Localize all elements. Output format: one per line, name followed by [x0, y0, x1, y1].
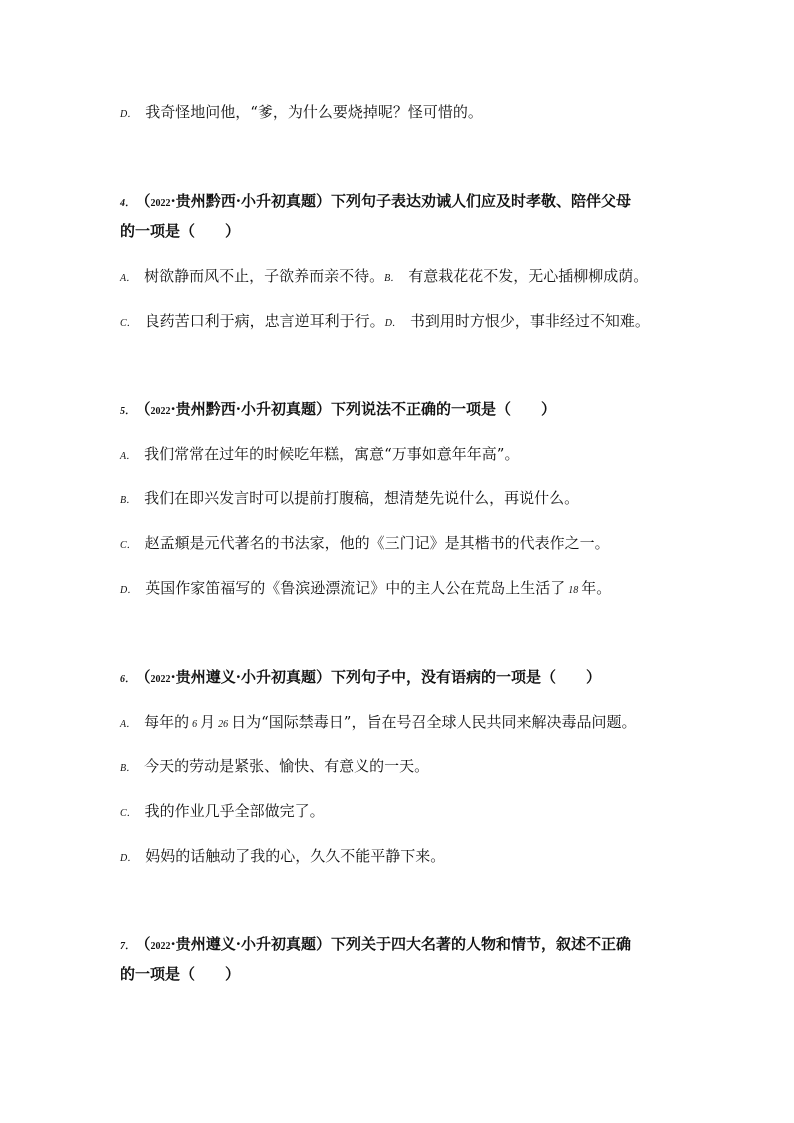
question-4-stem-line1 — [120, 191, 690, 214]
option-text: 我奇怪地问他，“爹，为什么要烧掉呢？怪可惜的。 — [145, 103, 483, 121]
option-b-text: 有意栽花花不发，无心插柳柳成荫。 — [408, 267, 649, 285]
question-number: 4． — [120, 198, 135, 209]
question-number: 6． — [120, 674, 135, 685]
option-a-text: 每年的 — [144, 713, 190, 731]
question-text: 下列句子中，没有语病的一项是（ ） — [330, 668, 601, 686]
option-d-number: 18 — [568, 585, 579, 596]
option-d-prev — [120, 102, 690, 125]
question-5-option-c — [120, 533, 690, 556]
option-d-text: 书到用时方恨少，事非经过不知难。 — [409, 312, 650, 330]
question-5-stem — [120, 399, 690, 422]
option-d-text: 妈妈的话触动了我的心，久久不能平静下来。 — [145, 847, 446, 865]
option-label: D． — [120, 109, 138, 120]
option-a-text: 我们常常在过年的时候吃年糕，寓意“万事如意年年高”。 — [144, 445, 520, 463]
option-c-label: C． — [120, 318, 137, 329]
option-a-day: 26 — [218, 719, 229, 730]
option-d-label: D． — [120, 585, 138, 596]
option-d-label: D． — [120, 853, 138, 864]
question-6-option-d — [120, 846, 690, 869]
source-year: 2022 — [150, 198, 171, 209]
option-d-label: D． — [384, 318, 402, 329]
question-number: 5． — [120, 406, 135, 417]
question-text: 下列说法不正确的一项是（ ） — [330, 400, 556, 418]
question-text: 下列关于四大名著的人物和情节，叙述不正确 — [330, 935, 631, 953]
source-tag: ·贵州遵义·小升初真题） — [170, 935, 331, 953]
source-tag: ·贵州黔西·小升初真题） — [170, 400, 331, 418]
source-year: 2022 — [150, 406, 171, 417]
option-d-text: 英国作家笛福写的《鲁滨逊漂流记》中的主人公在荒岛上生活了 — [145, 579, 566, 597]
option-b-text: 我们在即兴发言时可以提前打腹稿，想清楚先说什么，再说什么。 — [144, 489, 580, 507]
source-open: （ — [143, 668, 151, 686]
option-a-label: A． — [120, 451, 137, 462]
question-5-option-d — [120, 578, 690, 601]
question-6-stem — [120, 667, 690, 690]
question-4-options-ab — [120, 266, 690, 289]
question-number: 7． — [120, 941, 135, 952]
option-d-text-end: 年。 — [581, 579, 612, 597]
question-7-stem-line1 — [120, 934, 690, 957]
question-7-stem-line2 — [120, 964, 690, 984]
source-year: 2022 — [150, 674, 171, 685]
question-4-stem-line2 — [120, 221, 690, 241]
option-a-label: A． — [120, 719, 137, 730]
question-6-option-b — [120, 756, 690, 779]
source-open: （ — [143, 935, 151, 953]
question-4-options-cd — [120, 311, 690, 334]
source-open: （ — [143, 400, 151, 418]
option-c-text: 赵孟頫是元代著名的书法家，他的《三门记》是其楷书的代表作之一。 — [144, 534, 610, 552]
option-b-label: B． — [384, 273, 401, 284]
source-tag: ·贵州遵义·小升初真题） — [170, 668, 331, 686]
option-c-text: 我的作业几乎全部做完了。 — [144, 802, 325, 820]
question-text: 的一项是（ ） — [120, 965, 241, 983]
question-6-option-c — [120, 801, 690, 824]
option-b-label: B． — [120, 495, 137, 506]
option-a-text: 树欲静而风不止，子欲养而亲不待。 — [144, 267, 385, 285]
option-a-text-mid: 月 — [200, 713, 216, 731]
source-open: （ — [143, 192, 151, 210]
option-a-label: A． — [120, 273, 137, 284]
option-a-text-end: 日为“国际禁毒日”，旨在号召全球人民共同来解决毒品问题。 — [231, 713, 637, 731]
question-text: 下列句子表达劝诫人们应及时孝敬、陪伴父母 — [330, 192, 631, 210]
question-6-option-a — [120, 712, 690, 735]
option-c-text: 良药苦口利于病，忠言逆耳利于行。 — [144, 312, 385, 330]
option-a-month: 6 — [192, 719, 198, 730]
option-b-label: B． — [120, 763, 137, 774]
option-c-label: C． — [120, 808, 137, 819]
option-b-text: 今天的劳动是紧张、愉快、有意义的一天。 — [144, 757, 430, 775]
source-tag: ·贵州黔西·小升初真题） — [170, 192, 331, 210]
option-c-label: C． — [120, 540, 137, 551]
question-text: 的一项是（ ） — [120, 222, 241, 240]
question-5-option-b — [120, 488, 690, 511]
question-5-option-a — [120, 444, 690, 467]
source-year: 2022 — [150, 941, 171, 952]
